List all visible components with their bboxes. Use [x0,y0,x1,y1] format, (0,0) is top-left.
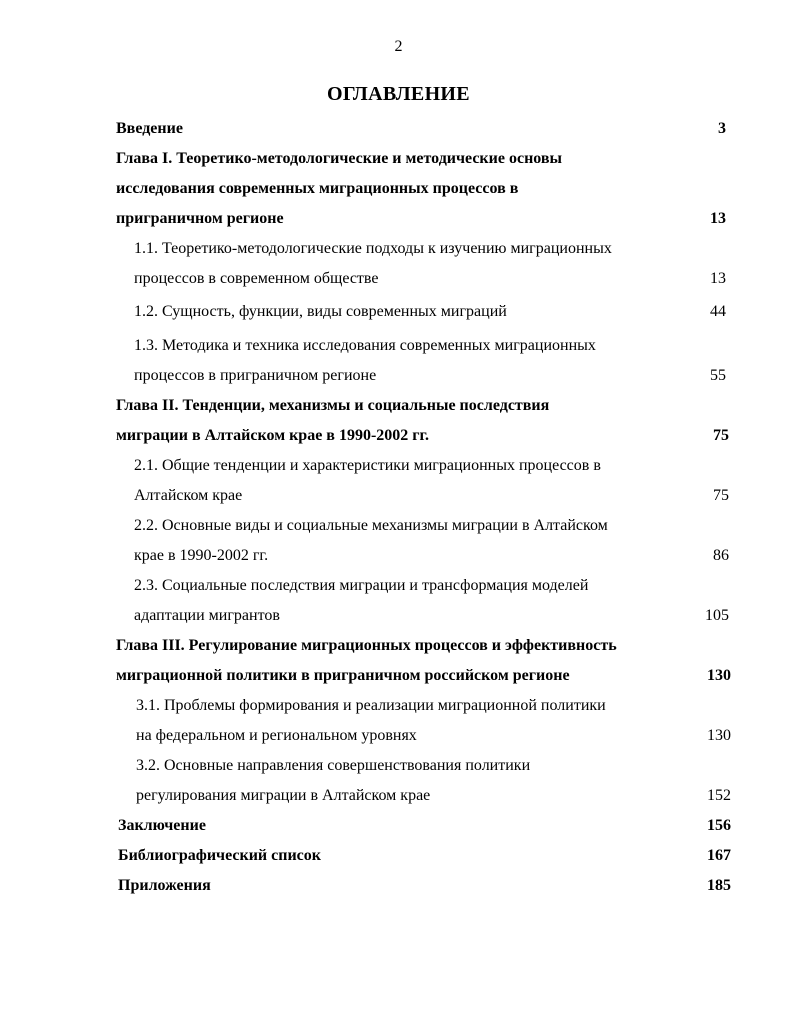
toc-entry-title: Введение [116,120,183,137]
toc-section-page: 86 [713,547,729,564]
toc-section-title-line: процессов в современном обществе [134,270,379,287]
toc-entry-page: 185 [707,877,731,894]
toc-chapter-title-line: Глава II. Тенденции, механизмы и социальные последствия [116,397,550,414]
toc-section-title-line: крае в 1990-2002 гг. [134,547,269,564]
toc-chapter-page: 130 [707,667,731,684]
toc-entry-page: 167 [707,847,731,864]
toc-section-page: 75 [713,487,729,504]
toc-section-page: 55 [710,367,726,384]
toc-chapter-page: 75 [713,427,729,444]
toc-section-title-line: Алтайском крае [134,487,243,504]
toc-section-title-line: 3.2. Основные направления совершенствования политики [136,757,531,774]
toc-section-page: 152 [707,787,731,804]
toc-chapter-title-line: приграничном регионе [116,210,284,227]
toc-section-page: 105 [705,607,729,624]
toc-section-page: 13 [710,270,726,287]
toc-chapter-title-line: Глава III. Регулирование миграционных процессов и эффективность [116,637,617,654]
toc-section-title-line: регулирования миграции в Алтайском крае [136,787,431,804]
toc-section-title-line: процессов в приграничном регионе [134,367,377,384]
toc-section-page: 44 [710,303,726,320]
toc-entry-title: Заключение [118,817,206,834]
toc-chapter-title-line: исследования современных миграционных процессов в [116,180,519,197]
toc-section-title-line: на федеральном и региональном уровнях [136,727,417,744]
toc-chapter-title-line: миграционной политики в приграничном российском регионе [116,667,570,684]
toc-section-title-line: 3.1. Проблемы формирования и реализации миграционной политики [136,697,606,714]
toc-section-title-line: 2.2. Основные виды и социальные механизмы миграции в Алтайском [134,517,608,534]
toc-section-title-line: адаптации мигрантов [134,607,280,624]
toc-section-title-line: 1.2. Сущность, функции, виды современных миграций [134,303,507,320]
toc-chapter-title-line: миграции в Алтайском крае в 1990-2002 гг. [116,427,429,444]
page-number: 2 [394,38,403,55]
toc-section-title-line: 1.3. Методика и техника исследования современных миграционных [134,337,596,354]
toc-entry-title: Приложения [118,877,211,894]
toc-section-page: 130 [707,727,731,744]
toc-entry-title: Библиографический список [118,847,321,864]
toc-section-title-line: 2.3. Социальные последствия миграции и трансформация моделей [134,577,589,594]
toc-entry-page: 156 [707,817,731,834]
toc-section-title-line: 1.1. Теоретико-методологические подходы к изучению миграционных [134,240,612,257]
page-title: ОГЛАВЛЕНИЕ [327,83,470,105]
toc-entry-page: 3 [718,120,726,137]
toc-chapter-title-line: Глава I. Теоретико-методологические и методические основы [116,150,563,167]
toc-section-title-line: 2.1. Общие тенденции и характеристики миграционных процессов в [134,457,601,474]
toc-chapter-page: 13 [710,210,726,227]
